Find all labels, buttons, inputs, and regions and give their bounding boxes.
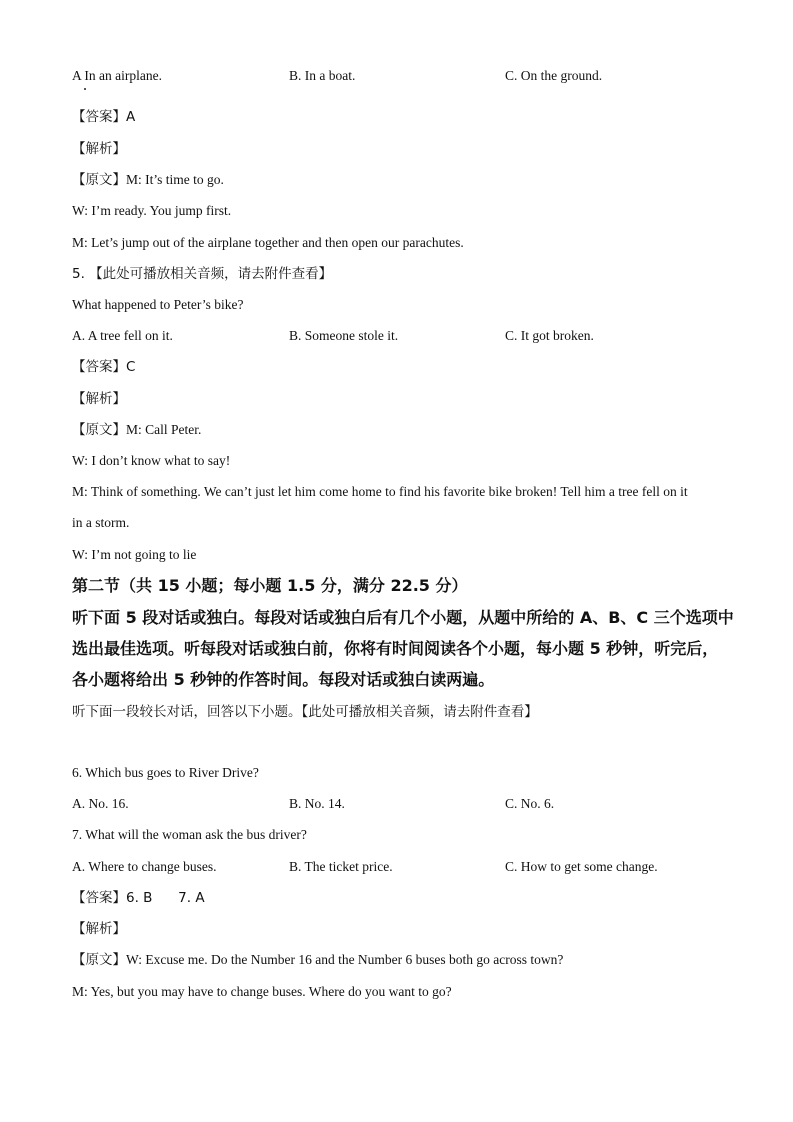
stray-dot [84,88,86,90]
q4-analysis-label: 【解析】 [72,141,126,157]
q5-option-b: B. Someone stole it. [289,328,399,343]
section-instruction-line: 各小题将给出 5 秒钟的作答时间。每段对话或独白读两遍。 [72,670,495,689]
q67-transcript-line: M: Yes, but you may have to change buses. Where do you want to go? [72,984,452,999]
q5-transcript-line: 【原文】M: Call Peter. [72,422,202,437]
q7-option-b: B. The ticket price. [289,859,393,874]
q67-answer: 【答案】6. B 7. A [72,890,205,906]
q67-analysis-label: 【解析】 [72,921,126,937]
q6-option-c: C. No. 6. [505,796,555,811]
q4-option-b: B. In a boat. [289,68,356,83]
q5-question: What happened to Peter’s bike? [72,297,244,312]
q4-transcript-line: W: I’m ready. You jump first. [72,203,232,218]
q5-option-c: C. It got broken. [505,328,594,343]
q7-option-c: C. How to get some change. [505,859,658,874]
q5-answer: 【答案】C [72,359,136,375]
q5-analysis-label: 【解析】 [72,391,126,407]
q5-header: 5. 【此处可播放相关音频，请去附件查看】 [72,266,333,282]
section-subinstruction: 听下面一段较长对话，回答以下小题。【此处可播放相关音频，请去附件查看】 [72,704,538,720]
q5-transcript-line: in a storm. [72,515,130,530]
q67-transcript-line: 【原文】W: Excuse me. Do the Number 16 and the Number 6 buses both go across town? [72,952,564,967]
q5-transcript-line: M: Think of something. We can’t just let him come home to find his favorite bike broken! Tell him a tree fell on it [72,484,688,499]
q4-transcript-line: M: Let’s jump out of the airplane together and then open our parachutes. [72,235,464,250]
section-title: 第二节（共 15 小题；每小题 1.5 分，满分 22.5 分） [72,576,468,595]
q4-answer: 【答案】A [72,109,136,125]
section-instruction-line: 选出最佳选项。听每段对话或独白前，你将有时间阅读各个小题，每小题 5 秒钟，听完后， [72,639,719,658]
q5-transcript-line: W: I’m not going to lie [72,547,197,562]
section-instruction-line: 听下面 5 段对话或独白。每段对话或独白后有几个小题，从题中所给的 A、B、C 三个选项中 [72,608,734,627]
q6-option-b: B. No. 14. [289,796,345,811]
q4-option-a: A In an airplane. [72,68,162,83]
q5-transcript-line: W: I don’t know what to say! [72,453,231,468]
q4-option-c: C. On the ground. [505,68,603,83]
q6-question: 6. Which bus goes to River Drive? [72,765,259,780]
q5-option-a: A. A tree fell on it. [72,328,173,343]
q7-option-a: A. Where to change buses. [72,859,217,874]
q4-transcript-line: 【原文】M: It’s time to go. [72,172,224,187]
q7-question: 7. What will the woman ask the bus driver? [72,827,307,842]
q6-option-a: A. No. 16. [72,796,129,811]
